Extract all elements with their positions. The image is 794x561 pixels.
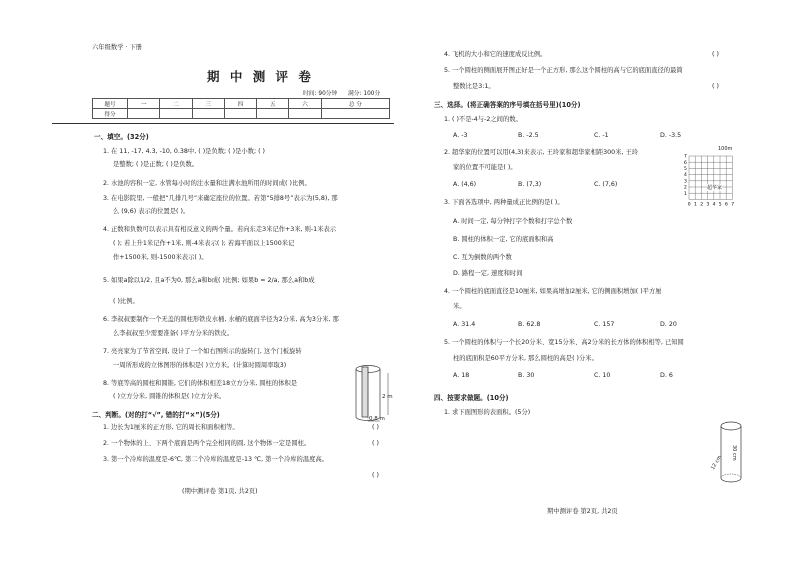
score-cell: 题号 xyxy=(93,99,128,109)
score-cell: 得分 xyxy=(93,109,128,119)
answer-blank[interactable]: ( ) xyxy=(372,472,379,479)
question-line: 4. 飞机的大小和它的速度成反比例。 xyxy=(444,51,547,58)
grid-x-tick: 3 xyxy=(706,202,710,208)
option-a[interactable]: A. 18 xyxy=(453,372,470,379)
grid-x-tick: 1 xyxy=(694,202,697,208)
total-score: 满分: 100分 xyxy=(348,91,381,97)
grid-scale-label: 100m xyxy=(718,146,733,152)
score-table-header-row xyxy=(93,99,390,109)
question-line: 1. ( )不是-4与-2之间的数。 xyxy=(444,116,522,123)
option-d[interactable]: D. 路程一定, 速度和时间 xyxy=(453,270,523,277)
option-b[interactable]: B. 62.8 xyxy=(518,321,541,328)
option-c[interactable]: C. -1 xyxy=(594,132,609,139)
grid-y-tick: 4 xyxy=(684,173,687,179)
score-blank[interactable] xyxy=(224,109,256,119)
score-blank[interactable] xyxy=(192,109,224,119)
question-line: 2. 水池的容积一定, 水管每小时的注水量和注满水池所用的时间成( )比例。 xyxy=(103,180,311,187)
answer-blank[interactable]: ( ) xyxy=(372,440,379,447)
cylinder-height-label: 30 cm xyxy=(731,445,737,461)
question-line: 7. 亮亮家为了节省空间, 设计了一个如右图所示的旋转门, 这个门板旋转 xyxy=(103,348,302,355)
question-line: 4. 一个圆柱的底面直径是10厘米, 如果高增加2厘米, 它的侧面积增加( )平方厘 xyxy=(444,288,662,295)
question-line: 8. 等底等高的圆柱和圆锥, 它们的体积相差18立方分米, 圆柱的体积是 xyxy=(103,380,298,387)
score-table-score-row xyxy=(93,109,390,119)
grid-y-tick: 1 xyxy=(684,191,687,197)
subject-label: 六年级数学 · 下册 xyxy=(92,44,143,51)
question-line: ( )立方分米, 圆锥的体积是( )立方分米。 xyxy=(113,393,226,400)
option-a[interactable]: A. (4,6) xyxy=(453,181,477,188)
question-line: 4. 正数和负数可以表示具有相反意义的两个量。若向东走3米记作+3米, 则-1米表示 xyxy=(103,226,337,233)
question-line: 家的位置不可能是( )。 xyxy=(453,164,517,171)
question-line: 6. 李叔叔要制作一个无盖的圆柱形铁皮水桶, 水桶的底面半径为2分米, 高为3分米, 那 xyxy=(103,316,339,323)
score-blank[interactable] xyxy=(321,109,389,119)
question-line: 1. 在 11, -17, 4.3, -10, 0.38中, ( )是负数; ( )是小数; ( ) xyxy=(103,148,266,155)
section-choice-heading: 三、选择。(将正确答案的序号填在括号里)(10分) xyxy=(434,101,581,109)
grid-x-tick: 5 xyxy=(718,202,722,208)
grid-x-tick: 7 xyxy=(731,202,735,208)
option-b[interactable]: B. (7,3) xyxy=(518,181,542,188)
grid-x-tick: 2 xyxy=(700,202,704,208)
answer-blank[interactable]: ( ) xyxy=(712,51,719,58)
question-line: 么李叔叔至少需要准备( )平方分米的铁皮。 xyxy=(113,330,234,337)
grid-y-tick: 5 xyxy=(684,167,687,172)
question-line: 2. 一个物体的上、下两个底面是两个完全相同的圆, 这个物体一定是圆柱。 xyxy=(103,440,311,447)
option-d[interactable]: D. 6 xyxy=(660,372,673,379)
question-line: 么 (9,6) 表示的位置是( )。 xyxy=(113,208,190,215)
option-c[interactable]: C. 互为倒数的两个数 xyxy=(453,254,512,261)
door-width-label: 0.8 m xyxy=(369,416,385,422)
divider xyxy=(52,123,394,124)
option-a[interactable]: A. 时间一定, 每分钟打字个数和打字总个数 xyxy=(453,218,573,225)
score-cell: 二 xyxy=(160,99,192,109)
score-cell: 总 分 xyxy=(321,99,389,109)
question-line: 3. 下面各选项中, 两种量成正比例的是( )。 xyxy=(444,199,564,206)
option-a[interactable]: A. -3 xyxy=(453,132,468,139)
question-line: 1. 边长为1厘米的正方形, 它的周长和面积相等。 xyxy=(103,424,239,431)
time-limit: 时间: 90分钟 xyxy=(303,91,338,97)
score-blank[interactable] xyxy=(257,109,289,119)
question-line: 作+1500米, 则-1500米表示( )。 xyxy=(113,254,208,261)
question-line: ( )比例。 xyxy=(113,298,139,305)
score-blank[interactable] xyxy=(128,109,160,119)
option-d[interactable]: D. 20 xyxy=(660,321,677,328)
score-blank[interactable] xyxy=(289,109,321,119)
page-title: 期 中 测 评 卷 xyxy=(207,69,314,84)
option-b[interactable]: B. -2.5 xyxy=(518,132,539,139)
option-c[interactable]: C. (7,6) xyxy=(594,181,618,188)
score-table xyxy=(92,98,390,119)
score-cell: 一 xyxy=(128,99,160,109)
score-cell: 五 xyxy=(257,99,289,109)
option-a[interactable]: A. 31.4 xyxy=(453,321,476,328)
question-line: 2. 超华家的位置可以用(4,3)来表示, 王玲家和超华家相距300米, 王玲 xyxy=(444,149,639,156)
score-blank[interactable] xyxy=(160,109,192,119)
answer-blank[interactable]: ( ) xyxy=(712,83,719,90)
question-line: 整数比是3:1。 xyxy=(453,83,495,90)
door-height-label: 2 m xyxy=(382,394,393,400)
question-line: 5. 一个圆柱的侧面展开图正好是一个正方形, 那么这个圆柱的高与它的底面直径的最简 xyxy=(444,67,683,74)
grid-x-tick: 6 xyxy=(725,202,728,208)
grid-y-tick: 6 xyxy=(684,160,687,166)
grid-y-tick: 2 xyxy=(684,185,687,191)
question-line: 5. 一个圆柱的体积与一个长20分米、宽15分米、高2分米的长方体的体积相等, 已知圆 xyxy=(444,339,684,346)
score-cell: 四 xyxy=(224,99,256,109)
section-calc-heading: 四、按要求做题。(10分) xyxy=(434,394,509,402)
option-b[interactable]: B. 30 xyxy=(518,372,535,379)
grid-home-label: 超华家 xyxy=(707,185,723,191)
question-line: 柱的底面积是60平方分米, 那么圆柱的高是( )分米。 xyxy=(453,355,598,362)
option-d[interactable]: D. -3.5 xyxy=(660,132,682,139)
score-cell: 六 xyxy=(289,99,321,109)
grid-x-tick: 4 xyxy=(712,202,716,208)
grid-x-tick: 0 xyxy=(687,202,691,208)
page-footer: (期中测评卷 第1页, 共2页) xyxy=(182,488,258,495)
question-line: ( ); 若上升1米记作+1米, 则-4米表示( ); 若海平面以上1500米记 xyxy=(113,240,295,247)
question-line: 米。 xyxy=(453,303,466,310)
question-line: 是整数; ( )是正数; ( )是负数。 xyxy=(113,161,199,168)
section-judge-heading: 二、判断。(对的打“√”, 错的打“×”)(5分) xyxy=(92,411,220,419)
option-c[interactable]: C. 157 xyxy=(594,321,615,328)
question-line: 3. 第一个冷库的温度是-6℃, 第二个冷库的温度是-13 ℃, 第一个冷库的温度高。 xyxy=(103,456,329,463)
grid-y-tick: 3 xyxy=(684,179,687,185)
answer-blank[interactable]: ( ) xyxy=(372,424,379,431)
question-line: 一周所形成的立体图形的体积是( )立方米。(计算时圆周率取3) xyxy=(113,362,287,369)
grid-y-tick: 7 xyxy=(684,154,687,160)
question-line: 1. 求下面图形的表面积。(5分) xyxy=(444,409,531,416)
cylinder-diameter-label: 12 cm xyxy=(710,454,723,471)
question-line: 3. 在电影院里, 一般把“几排几号”来确定座位的位置。若第“5排8号”表示为(5,8), 那 xyxy=(103,195,338,202)
page-footer: 期中测评卷 第2页, 共2页 xyxy=(547,508,618,515)
coordinate-grid-figure xyxy=(681,150,739,208)
question-line: 5. 如果a除以1/2, 且a不为0, 那么a和b成( )比例; 如果b = 2/a, 那么a和b成 xyxy=(103,277,315,284)
option-c[interactable]: C. 10 xyxy=(594,372,611,379)
score-cell: 三 xyxy=(192,99,224,109)
option-b[interactable]: B. 圆柱的体积一定, 它的底面积和高 xyxy=(453,236,554,243)
section-fill-heading: 一、填空。(32分) xyxy=(94,133,149,141)
